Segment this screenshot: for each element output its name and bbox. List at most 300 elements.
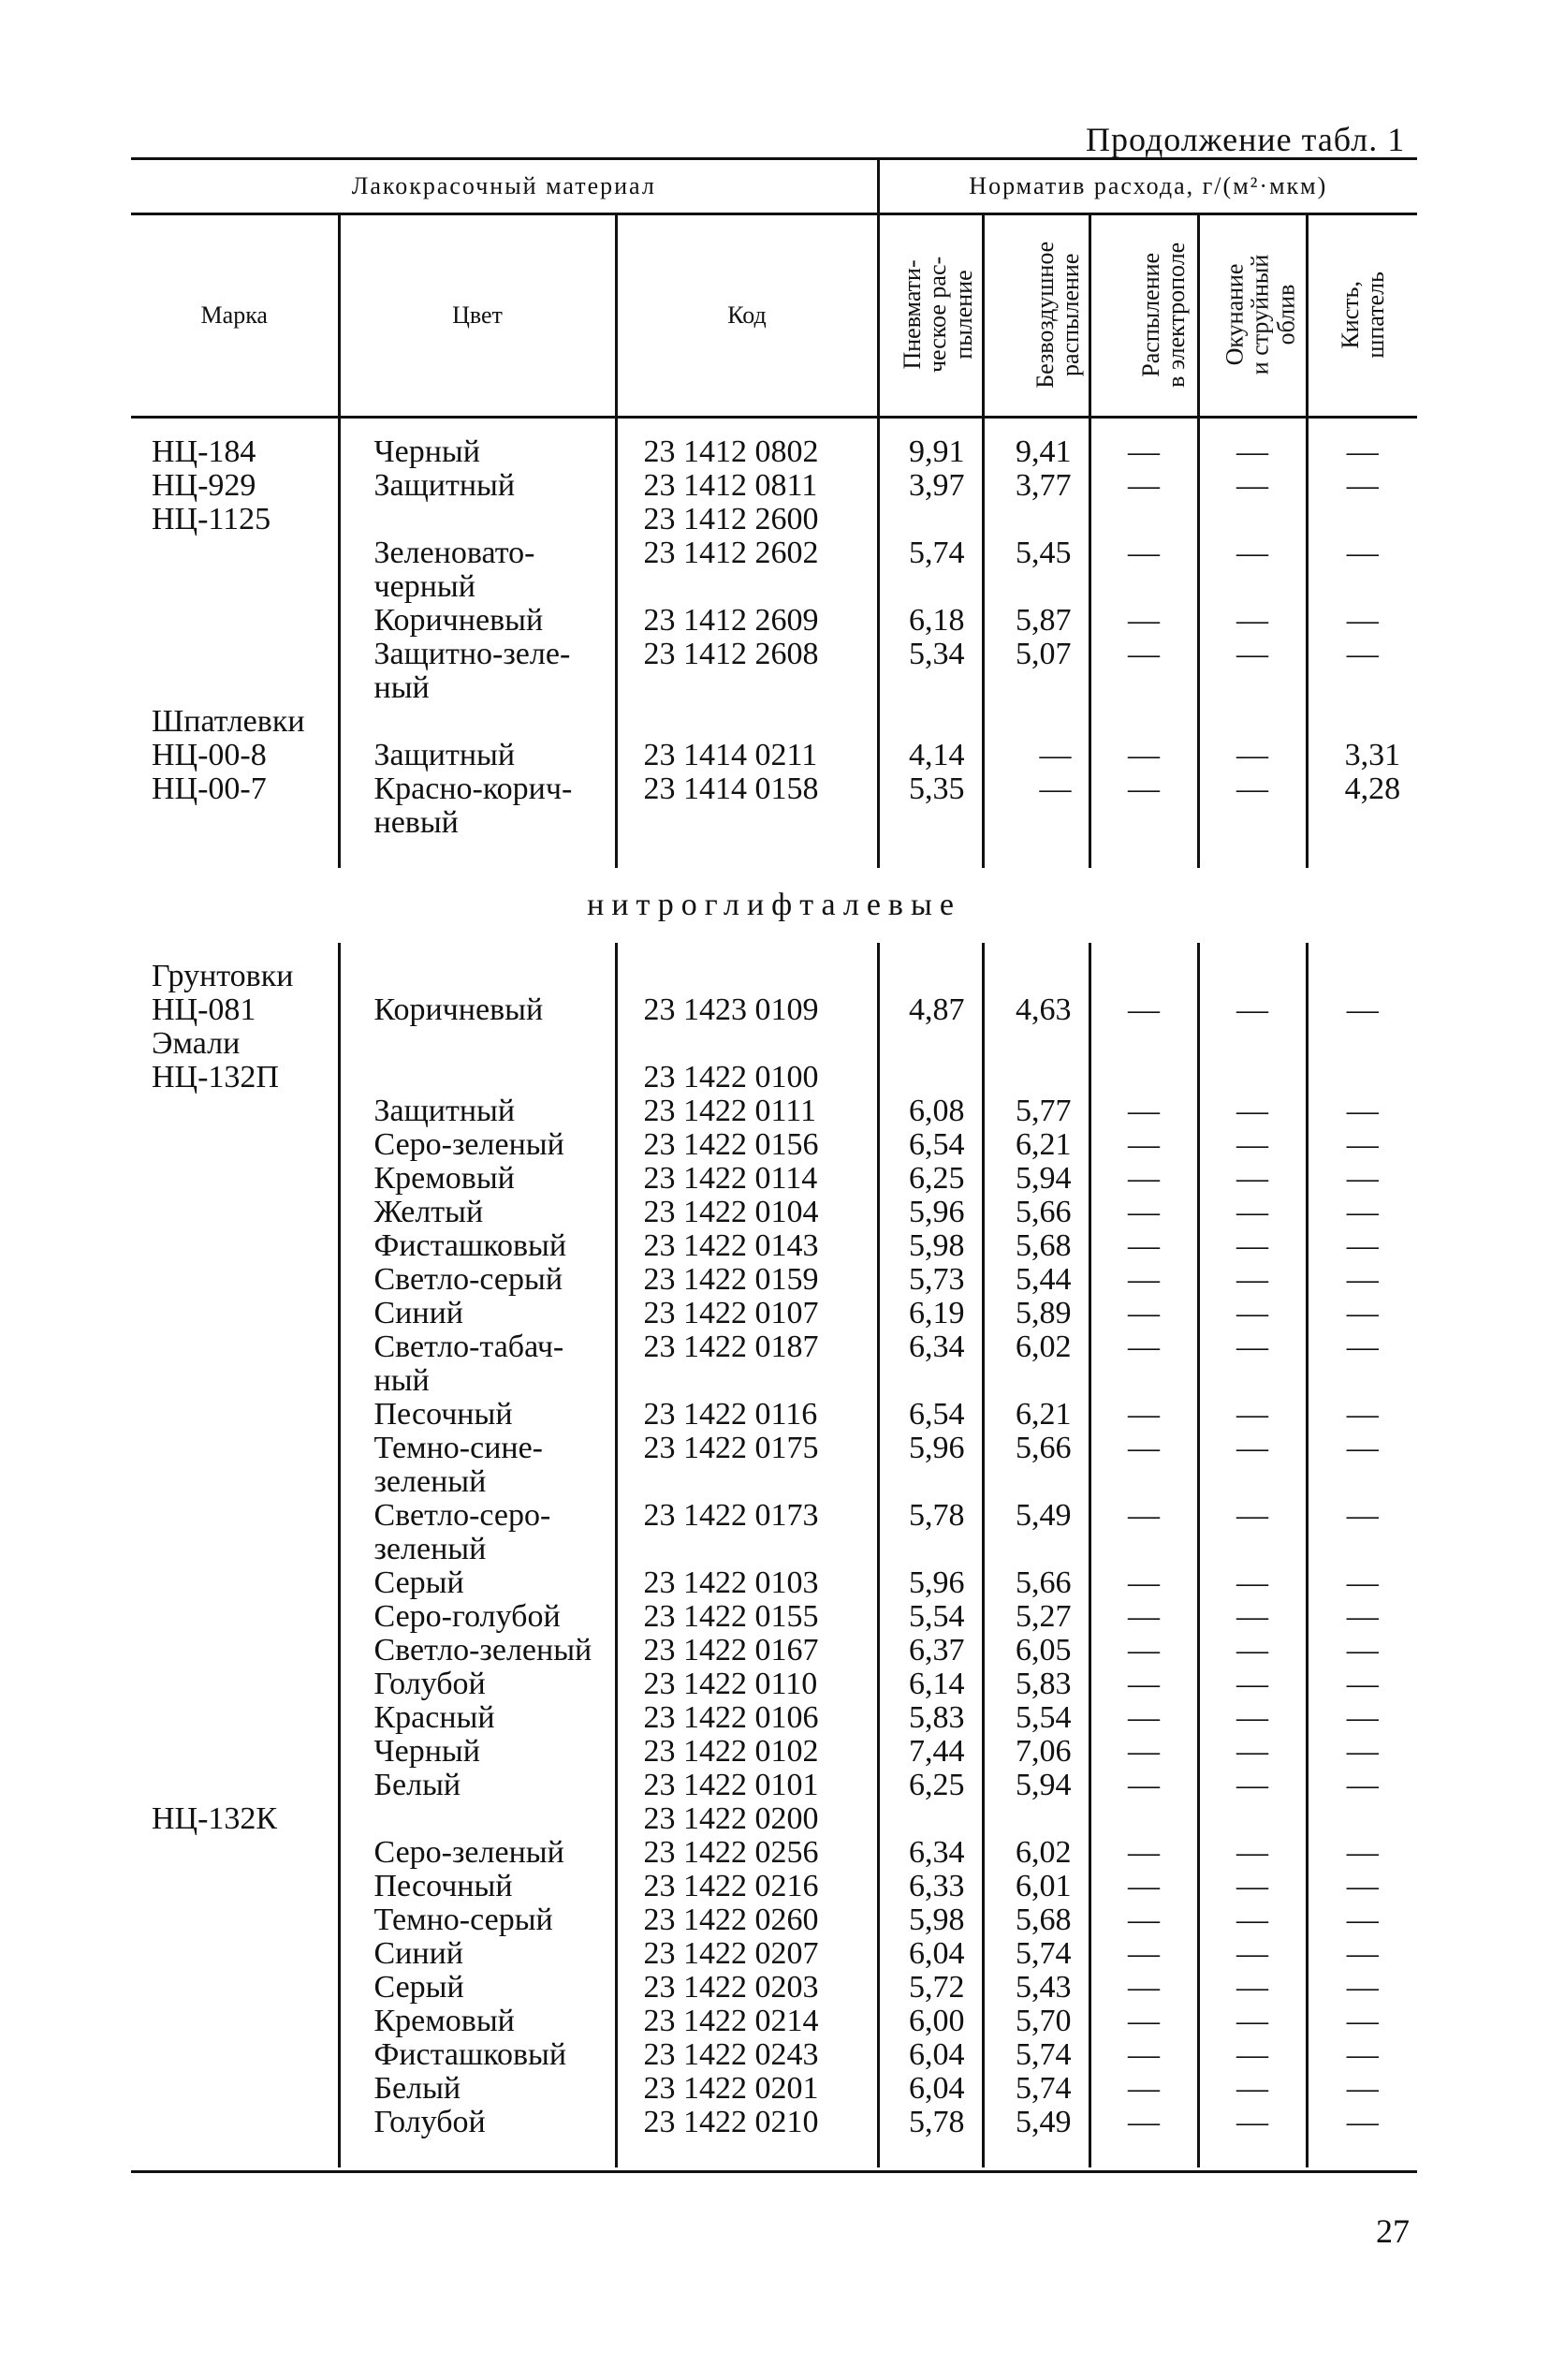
table-row: [131, 1533, 1417, 1566]
cell-airless: [983, 671, 1089, 705]
cell-airless: 5,44: [983, 1263, 1089, 1297]
cell-marka: [131, 1566, 339, 1600]
cell-brush: —: [1346, 1398, 1379, 1432]
spacer-row: [131, 840, 1417, 868]
cell-code: 23 1422 0201: [616, 2072, 878, 2106]
cell-pneumo: [878, 1027, 983, 1061]
table-row: [131, 2005, 1417, 2038]
cell-airless: 5,77: [983, 1095, 1089, 1128]
spacer-cell: [131, 943, 339, 960]
cell-pneumo: [878, 1465, 983, 1499]
cell-marka: [131, 1600, 339, 1634]
cell-airless: 5,49: [983, 2106, 1089, 2139]
col-marka-label: Марка: [200, 301, 268, 329]
cell-dip: —: [1198, 1634, 1307, 1667]
table-row: [131, 772, 1417, 806]
cell-marka: [131, 2038, 339, 2072]
cell-dip: —: [1198, 1398, 1307, 1432]
cell-code: 23 1422 0102: [616, 1735, 878, 1769]
cell-code: 23 1422 0104: [616, 1196, 878, 1229]
spacer-cell: [1089, 418, 1198, 436]
cell-airless: 5,27: [983, 1600, 1089, 1634]
cell-dip: [1198, 1802, 1307, 1836]
cell-color: Серо-зеленый: [339, 1836, 616, 1870]
cell-color: [339, 960, 616, 993]
cell-pneumo: 6,34: [878, 1330, 983, 1364]
cell-code: [616, 705, 878, 739]
cell-brush: [1307, 806, 1417, 840]
cell-electro: —: [1089, 2072, 1198, 2106]
table-row: [131, 2072, 1417, 2106]
cell-code: 23 1422 0175: [616, 1432, 878, 1465]
cell-brush: —: [1346, 1499, 1379, 1533]
table-row: [131, 1499, 1417, 1533]
cell-marka: [131, 1095, 339, 1128]
cell-electro: —: [1089, 2106, 1198, 2139]
cell-dip: —: [1198, 604, 1307, 638]
cell-airless: 5,45: [983, 536, 1089, 570]
cell-code: 23 1414 0211: [616, 739, 878, 772]
table-row: [131, 1330, 1417, 1364]
spacer-cell: [878, 840, 983, 868]
cell-dip: [1198, 503, 1307, 536]
cell-dip: —: [1198, 469, 1307, 503]
cell-marka: [131, 1297, 339, 1330]
cell-brush: —: [1346, 1566, 1379, 1600]
cell-dip: —: [1198, 2106, 1307, 2139]
cell-dip: —: [1198, 1600, 1307, 1634]
cell-electro: —: [1089, 1600, 1198, 1634]
cell-marka: [131, 671, 339, 705]
cell-electro: [1089, 671, 1198, 705]
cell-code: [616, 1533, 878, 1566]
cell-code: 23 1422 0103: [616, 1566, 878, 1600]
cell-airless: 5,83: [983, 1667, 1089, 1701]
cell-code: 23 1422 0173: [616, 1499, 878, 1533]
cell-pneumo: 5,83: [878, 1701, 983, 1735]
spacer-cell: [1198, 840, 1307, 868]
cell-brush: —: [1346, 1769, 1379, 1802]
cell-pneumo: 5,78: [878, 2106, 983, 2139]
cell-code: 23 1422 0111: [616, 1095, 878, 1128]
cell-brush: [1307, 705, 1417, 739]
table-row: [131, 638, 1417, 671]
cell-electro: —: [1089, 536, 1198, 570]
cell-brush: —: [1346, 1735, 1379, 1769]
spacer-cell: [1307, 943, 1417, 960]
cell-color: Белый: [339, 1769, 616, 1802]
cell-brush: —: [1346, 604, 1379, 638]
table-row: [131, 1836, 1417, 1870]
cell-marka: [131, 1701, 339, 1735]
cell-color: Фисташковый: [339, 1229, 616, 1263]
cell-brush: —: [1346, 1870, 1379, 1903]
cell-pneumo: 5,78: [878, 1499, 983, 1533]
cell-marka: НЦ-1125: [131, 503, 339, 536]
cell-code: 23 1422 0210: [616, 2106, 878, 2139]
cell-marka: [131, 1229, 339, 1263]
cell-dip: —: [1198, 1903, 1307, 1937]
cell-color: Коричневый: [339, 604, 616, 638]
cell-color: Темно-серый: [339, 1903, 616, 1937]
page-number: 27: [1376, 2212, 1410, 2250]
spacer-cell: [1198, 2139, 1307, 2167]
cell-pneumo: 7,44: [878, 1735, 983, 1769]
cell-electro: —: [1089, 1162, 1198, 1196]
cell-color: ный: [339, 671, 616, 705]
spacer-cell: [1089, 840, 1198, 868]
cell-marka: [131, 1263, 339, 1297]
cell-color: [339, 1061, 616, 1095]
table-row: [131, 2038, 1417, 2072]
cell-color: Зеленовато-: [339, 536, 616, 570]
cell-pneumo: 5,72: [878, 1971, 983, 2005]
cell-electro: [1089, 1027, 1198, 1061]
cell-marka: [131, 1432, 339, 1465]
cell-airless: 6,02: [983, 1330, 1089, 1364]
table-row: [131, 604, 1417, 638]
cell-color: Серо-голубой: [339, 1600, 616, 1634]
table-row: [131, 1432, 1417, 1465]
cell-airless: 5,68: [983, 1229, 1089, 1263]
cell-color: Коричневый: [339, 993, 616, 1027]
cell-airless: 5,07: [983, 638, 1089, 671]
cell-color: черный: [339, 570, 616, 604]
cell-pneumo: [878, 705, 983, 739]
cell-code: 23 1422 0216: [616, 1870, 878, 1903]
cell-airless: 5,66: [983, 1196, 1089, 1229]
cell-code: 23 1422 0116: [616, 1398, 878, 1432]
cell-code: [616, 671, 878, 705]
cell-color: Красный: [339, 1701, 616, 1735]
cell-code: 23 1422 0203: [616, 1971, 878, 2005]
cell-color: [339, 1802, 616, 1836]
cell-marka: [131, 536, 339, 570]
cell-code: 23 1422 0101: [616, 1769, 878, 1802]
cell-dip: —: [1198, 1937, 1307, 1971]
col-code-header: [616, 214, 878, 418]
cell-electro: —: [1089, 1128, 1198, 1162]
cell-dip: —: [1198, 1128, 1307, 1162]
cell-airless: 7,06: [983, 1735, 1089, 1769]
cell-marka: НЦ-00-8: [131, 739, 339, 772]
cell-marka: [131, 806, 339, 840]
cell-marka: Эмали: [131, 1027, 339, 1061]
cell-brush: [1307, 671, 1417, 705]
cell-airless: 4,63: [983, 993, 1089, 1027]
cell-color: Фисташковый: [339, 2038, 616, 2072]
cell-pneumo: [878, 570, 983, 604]
cell-electro: —: [1089, 2038, 1198, 2072]
cell-marka: [131, 1128, 339, 1162]
table-row: [131, 1566, 1417, 1600]
cell-electro: —: [1089, 1870, 1198, 1903]
cell-brush: [1307, 503, 1417, 536]
cell-color: Защитный: [339, 469, 616, 503]
table-row: [131, 1735, 1417, 1769]
cell-dip: [1198, 960, 1307, 993]
spacer-row: [131, 2139, 1417, 2167]
cell-electro: —: [1089, 1432, 1198, 1465]
cell-marka: НЦ-132К: [131, 1802, 339, 1836]
col-color-header: [339, 214, 616, 418]
cell-pneumo: 6,04: [878, 2072, 983, 2106]
cell-airless: 5,74: [983, 1937, 1089, 1971]
cell-electro: —: [1089, 638, 1198, 671]
cell-electro: [1089, 806, 1198, 840]
cell-code: [616, 1465, 878, 1499]
cell-pneumo: 6,04: [878, 1937, 983, 1971]
cell-brush: —: [1346, 1330, 1379, 1364]
cell-airless: 6,21: [983, 1128, 1089, 1162]
cell-brush: [1307, 1027, 1417, 1061]
cell-color: Защитно-зеле-: [339, 638, 616, 671]
cell-marka: НЦ-184: [131, 435, 339, 469]
cell-marka: НЦ-929: [131, 469, 339, 503]
cell-dip: [1198, 1027, 1307, 1061]
cell-pneumo: [878, 671, 983, 705]
spacer-cell: [131, 2139, 339, 2167]
cell-electro: —: [1089, 1667, 1198, 1701]
spacer-cell: [1307, 418, 1417, 436]
table-row: [131, 739, 1417, 772]
cell-marka: [131, 2106, 339, 2139]
cell-pneumo: 6,00: [878, 2005, 983, 2038]
cell-color: Светло-серо-: [339, 1499, 616, 1533]
cell-brush: —: [1346, 2038, 1379, 2072]
cell-brush: —: [1346, 2106, 1379, 2139]
cell-dip: —: [1198, 1229, 1307, 1263]
cell-dip: [1198, 1061, 1307, 1095]
cell-brush: —: [1346, 1937, 1379, 1971]
spacer-cell: [983, 840, 1089, 868]
cell-marka: [131, 1836, 339, 1870]
cell-electro: —: [1089, 1937, 1198, 1971]
cell-electro: —: [1089, 1398, 1198, 1432]
cell-dip: [1198, 1533, 1307, 1566]
cell-airless: [983, 806, 1089, 840]
cell-marka: [131, 1398, 339, 1432]
cell-brush: 3,31: [1344, 739, 1401, 772]
cell-marka: НЦ-00-7: [131, 772, 339, 806]
col-electro-header: [1089, 214, 1198, 418]
cell-electro: [1089, 1061, 1198, 1095]
cell-dip: —: [1198, 772, 1307, 806]
table-row: [131, 570, 1417, 604]
cell-color: Песочный: [339, 1870, 616, 1903]
cell-airless: 3,77: [983, 469, 1089, 503]
cell-marka: [131, 1465, 339, 1499]
table-row: [131, 1061, 1417, 1095]
cell-airless: —: [983, 772, 1089, 806]
header-columns-row: [131, 214, 1417, 418]
cell-brush: [1307, 960, 1417, 993]
spacer-cell: [1198, 418, 1307, 436]
cell-pneumo: [878, 806, 983, 840]
cell-pneumo: 5,96: [878, 1566, 983, 1600]
cell-brush: —: [1346, 1162, 1379, 1196]
cell-color: Серый: [339, 1566, 616, 1600]
cell-electro: —: [1089, 604, 1198, 638]
cell-electro: —: [1089, 1095, 1198, 1128]
cell-pneumo: 6,33: [878, 1870, 983, 1903]
cell-code: 23 1412 0802: [616, 435, 878, 469]
table-row: [131, 2106, 1417, 2139]
cell-dip: —: [1198, 536, 1307, 570]
cell-pneumo: [878, 1061, 983, 1095]
table-row: [131, 1364, 1417, 1398]
cell-color: [339, 503, 616, 536]
cell-marka: [131, 1870, 339, 1903]
cell-pneumo: 9,91: [878, 435, 983, 469]
spacer-cell: [339, 943, 616, 960]
cell-marka: [131, 1499, 339, 1533]
col-code-label: Код: [727, 301, 767, 329]
cell-electro: [1089, 570, 1198, 604]
table-body-top: [131, 418, 1417, 869]
cell-color: Кремовый: [339, 2005, 616, 2038]
cell-airless: [983, 1364, 1089, 1398]
cell-color: Голубой: [339, 1667, 616, 1701]
cell-code: 23 1422 0156: [616, 1128, 878, 1162]
cell-airless: [983, 1533, 1089, 1566]
cell-airless: 5,89: [983, 1297, 1089, 1330]
cell-dip: —: [1198, 1499, 1307, 1533]
cell-color: Серо-зеленый: [339, 1128, 616, 1162]
cell-pneumo: 5,98: [878, 1229, 983, 1263]
cell-code: 23 1412 2608: [616, 638, 878, 671]
cell-pneumo: 6,54: [878, 1128, 983, 1162]
cell-brush: [1307, 1364, 1417, 1398]
cell-electro: —: [1089, 1263, 1198, 1297]
cell-airless: 5,87: [983, 604, 1089, 638]
cell-color: Красно-корич-: [339, 772, 616, 806]
section-divider: [131, 868, 1417, 943]
cell-airless: 5,43: [983, 1971, 1089, 2005]
col-pneumo-label: Пневмати- ческое рас- пыление: [898, 257, 977, 374]
cell-pneumo: [878, 960, 983, 993]
table-row: [131, 960, 1417, 993]
cell-electro: —: [1089, 1701, 1198, 1735]
cell-dip: —: [1198, 1297, 1307, 1330]
cell-dip: [1198, 671, 1307, 705]
cell-electro: [1089, 960, 1198, 993]
spacer-cell: [616, 840, 878, 868]
cell-brush: —: [1346, 2005, 1379, 2038]
cell-airless: [983, 1802, 1089, 1836]
cell-electro: —: [1089, 1196, 1198, 1229]
cell-dip: —: [1198, 1971, 1307, 2005]
spacer-cell: [339, 2139, 616, 2167]
cell-electro: [1089, 503, 1198, 536]
cell-code: 23 1412 2609: [616, 604, 878, 638]
cell-marka: НЦ-081: [131, 993, 339, 1027]
spacer-cell: [1307, 840, 1417, 868]
cell-code: 23 1422 0256: [616, 1836, 878, 1870]
cell-electro: —: [1089, 1499, 1198, 1533]
cell-code: 23 1412 0811: [616, 469, 878, 503]
spacer-cell: [616, 943, 878, 960]
col-brush-label: Кисть, шпатель: [1336, 271, 1389, 359]
cell-dip: —: [1198, 1095, 1307, 1128]
section-row: [131, 868, 1417, 943]
cell-color: Синий: [339, 1937, 616, 1971]
col-brush-header: [1307, 214, 1417, 418]
spacer-cell: [131, 418, 339, 436]
cell-airless: [983, 960, 1089, 993]
section-title: нитроглифталевые: [587, 888, 961, 922]
cell-brush: 4,28: [1344, 772, 1401, 806]
cell-pneumo: [878, 1364, 983, 1398]
spacer-cell: [616, 418, 878, 436]
cell-dip: —: [1198, 638, 1307, 671]
table-row: [131, 1465, 1417, 1499]
col-color-label: Цвет: [452, 301, 503, 329]
cell-dip: —: [1198, 1701, 1307, 1735]
cell-electro: —: [1089, 1330, 1198, 1364]
table-caption: Продолжение табл. 1: [1086, 121, 1406, 158]
spacer-cell: [878, 418, 983, 436]
cell-code: [616, 960, 878, 993]
cell-code: 23 1422 0114: [616, 1162, 878, 1196]
cell-brush: —: [1346, 1263, 1379, 1297]
cell-color: Желтый: [339, 1196, 616, 1229]
cell-brush: —: [1346, 469, 1379, 503]
cell-code: 23 1422 0207: [616, 1937, 878, 1971]
cell-brush: —: [1346, 1903, 1379, 1937]
cell-dip: —: [1198, 1263, 1307, 1297]
cell-color: Кремовый: [339, 1162, 616, 1196]
cell-dip: —: [1198, 2005, 1307, 2038]
cell-brush: —: [1346, 993, 1379, 1027]
cell-brush: —: [1346, 1095, 1379, 1128]
cell-code: [616, 806, 878, 840]
cell-airless: 6,02: [983, 1836, 1089, 1870]
cell-color: [339, 705, 616, 739]
spacer-cell: [983, 943, 1089, 960]
cell-pneumo: [878, 1533, 983, 1566]
cell-electro: —: [1089, 469, 1198, 503]
col-airless-header: [983, 214, 1089, 418]
norm-group-header: Норматив расхода, г/(м²·мкм): [878, 159, 1417, 214]
cell-pneumo: 6,18: [878, 604, 983, 638]
table-row: [131, 1802, 1417, 1836]
spacer-cell: [339, 840, 616, 868]
cell-brush: —: [1346, 2072, 1379, 2106]
cell-code: 23 1422 0106: [616, 1701, 878, 1735]
cell-dip: —: [1198, 1432, 1307, 1465]
cell-airless: [983, 705, 1089, 739]
table-row: [131, 705, 1417, 739]
cell-pneumo: 6,04: [878, 2038, 983, 2072]
cell-color: Черный: [339, 1735, 616, 1769]
cell-electro: [1089, 1364, 1198, 1398]
col-marka-header: [131, 214, 339, 418]
cell-airless: [983, 503, 1089, 536]
cell-pneumo: 6,19: [878, 1297, 983, 1330]
cell-color: [339, 1027, 616, 1061]
cell-brush: —: [1346, 638, 1379, 671]
cell-pneumo: 4,14: [878, 739, 983, 772]
cell-dip: —: [1198, 1162, 1307, 1196]
col-pneumo-header: [878, 214, 983, 418]
cell-color: зеленый: [339, 1465, 616, 1499]
table-row: [131, 1398, 1417, 1432]
cell-color: Белый: [339, 2072, 616, 2106]
cell-code: 23 1422 0167: [616, 1634, 878, 1667]
cell-airless: 5,94: [983, 1162, 1089, 1196]
cell-brush: —: [1346, 1196, 1379, 1229]
